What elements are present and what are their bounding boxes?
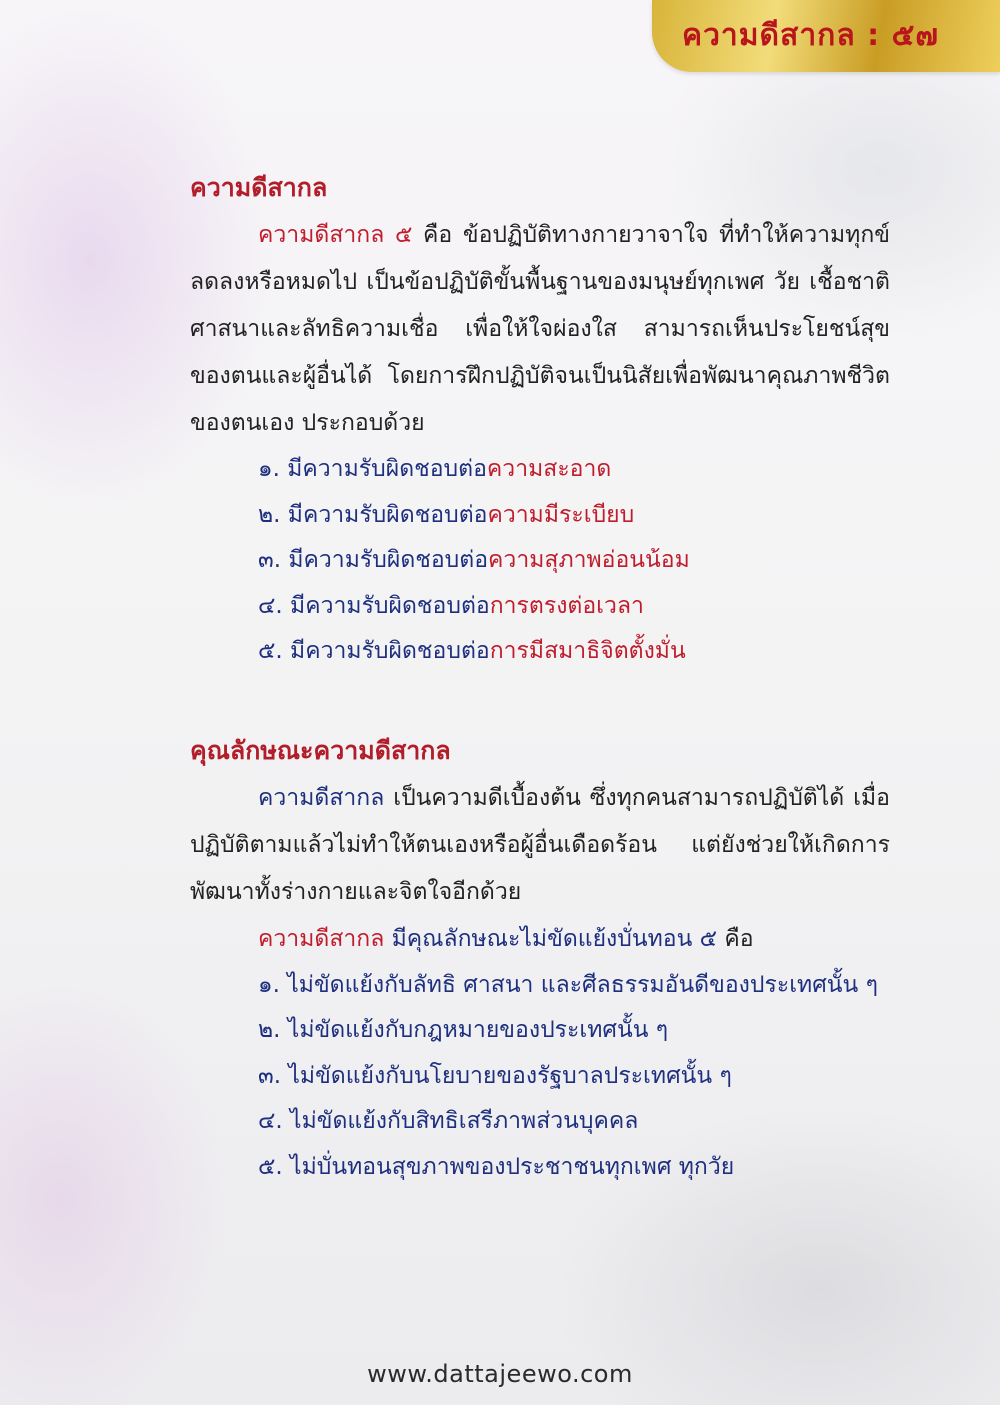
list-item-highlight: ความสุภาพอ่อนน้อม bbox=[488, 547, 690, 573]
list-item-highlight: ความมีระเบียบ bbox=[487, 501, 635, 528]
lead-highlight: ความดีสากล bbox=[258, 925, 385, 952]
lead-tail: คือ bbox=[717, 925, 754, 952]
section-spacer bbox=[190, 675, 890, 733]
section1-intro bbox=[190, 212, 890, 447]
page-header-title: ความดีสากล : ๕๗ bbox=[682, 18, 939, 53]
list-item bbox=[190, 538, 890, 584]
characteristics-list bbox=[190, 963, 890, 1191]
page-header-tab bbox=[652, 0, 1000, 72]
list-item-prefix: ๕. มีความรับผิดชอบต่อ bbox=[258, 638, 490, 664]
list-item-prefix: ๑. มีความรับผิดชอบต่อ bbox=[258, 456, 487, 482]
list-item-highlight: การมีสมาธิจิตตั้งมั่น bbox=[489, 638, 686, 664]
section-heading-characteristics: คุณลักษณะความดีสากล bbox=[190, 735, 451, 765]
list-item-highlight: ความสะอาด bbox=[486, 456, 612, 482]
list-item bbox=[190, 493, 890, 539]
intro-text: คือ ข้อปฏิบัติทางกายวาจาใจ ที่ทำให้ความทุกข์ลดลงหรือหมดไป เป็นข้อปฏิบัติขั้นพื้นฐานของมนุษย์ทุกเพศ วัย เชื้อชาติ ศาสนาและลัทธิความเชื่อ เพื่อให้ใจผ่องใส สามารถเห็นประโยชน์สุขของตนและผู้อื่นได้ โดยการฝึกปฏิบัติจนเป็นนิสัยเพื่อพัฒนาคุณภาพชีวิตของตนเอง ประกอบด้วย bbox=[190, 222, 890, 436]
list-item-prefix: ๒. มีความรับผิดชอบต่อ bbox=[258, 501, 488, 528]
list-item bbox=[190, 629, 890, 675]
list-item-prefix: ๔. มีความรับผิดชอบต่อ bbox=[258, 592, 490, 619]
responsibility-list bbox=[190, 447, 890, 675]
list-item-prefix: ๓. มีความรับผิดชอบต่อ bbox=[258, 547, 489, 573]
list-item bbox=[190, 584, 890, 630]
list-item-highlight: การตรงต่อเวลา bbox=[489, 592, 644, 619]
section-heading-universal-goodness: ความดีสากล bbox=[190, 173, 328, 202]
paragraph-highlight: ความดีสากล bbox=[258, 784, 385, 811]
list-item: ๑. ไม่ขัดแย้งกับลัทธิ ศาสนา และศีลธรรมอันดีของประเทศนั้น ๆ bbox=[258, 971, 878, 998]
list-item bbox=[190, 447, 890, 493]
list-item: ๕. ไม่บั่นทอนสุขภาพของประชาชนทุกเพศ ทุกวัย bbox=[258, 1153, 735, 1180]
footer-url[interactable]: www.dattajeewo.com bbox=[367, 1360, 633, 1388]
list-item: ๒. ไม่ขัดแย้งกับกฎหมายของประเทศนั้น ๆ bbox=[258, 1017, 669, 1043]
list-item: ๓. ไม่ขัดแย้งกับนโยบายของรัฐบาลประเทศนั้น ๆ bbox=[258, 1062, 732, 1089]
paragraph-text: เป็นความดีเบื้องต้น ซึ่งทุกคนสามารถปฏิบัติได้ เมื่อปฏิบัติตามแล้วไม่ทำให้ตนเองหรือผู้อื่นเดือดร้อน แต่ยังช่วยให้เกิดการพัฒนาทั้งร่างกายและจิตใจอีกด้วย bbox=[190, 784, 890, 905]
lead-blue: มีคุณลักษณะไม่ขัดแย้งบั่นทอน ๕ bbox=[384, 925, 718, 952]
page-content bbox=[190, 170, 890, 1190]
section2-lead bbox=[190, 916, 890, 963]
intro-highlight: ความดีสากล ๕ bbox=[258, 222, 413, 248]
list-item: ๔. ไม่ขัดแย้งกับสิทธิเสรีภาพส่วนบุคคล bbox=[258, 1108, 639, 1134]
section2-paragraph bbox=[190, 775, 890, 916]
